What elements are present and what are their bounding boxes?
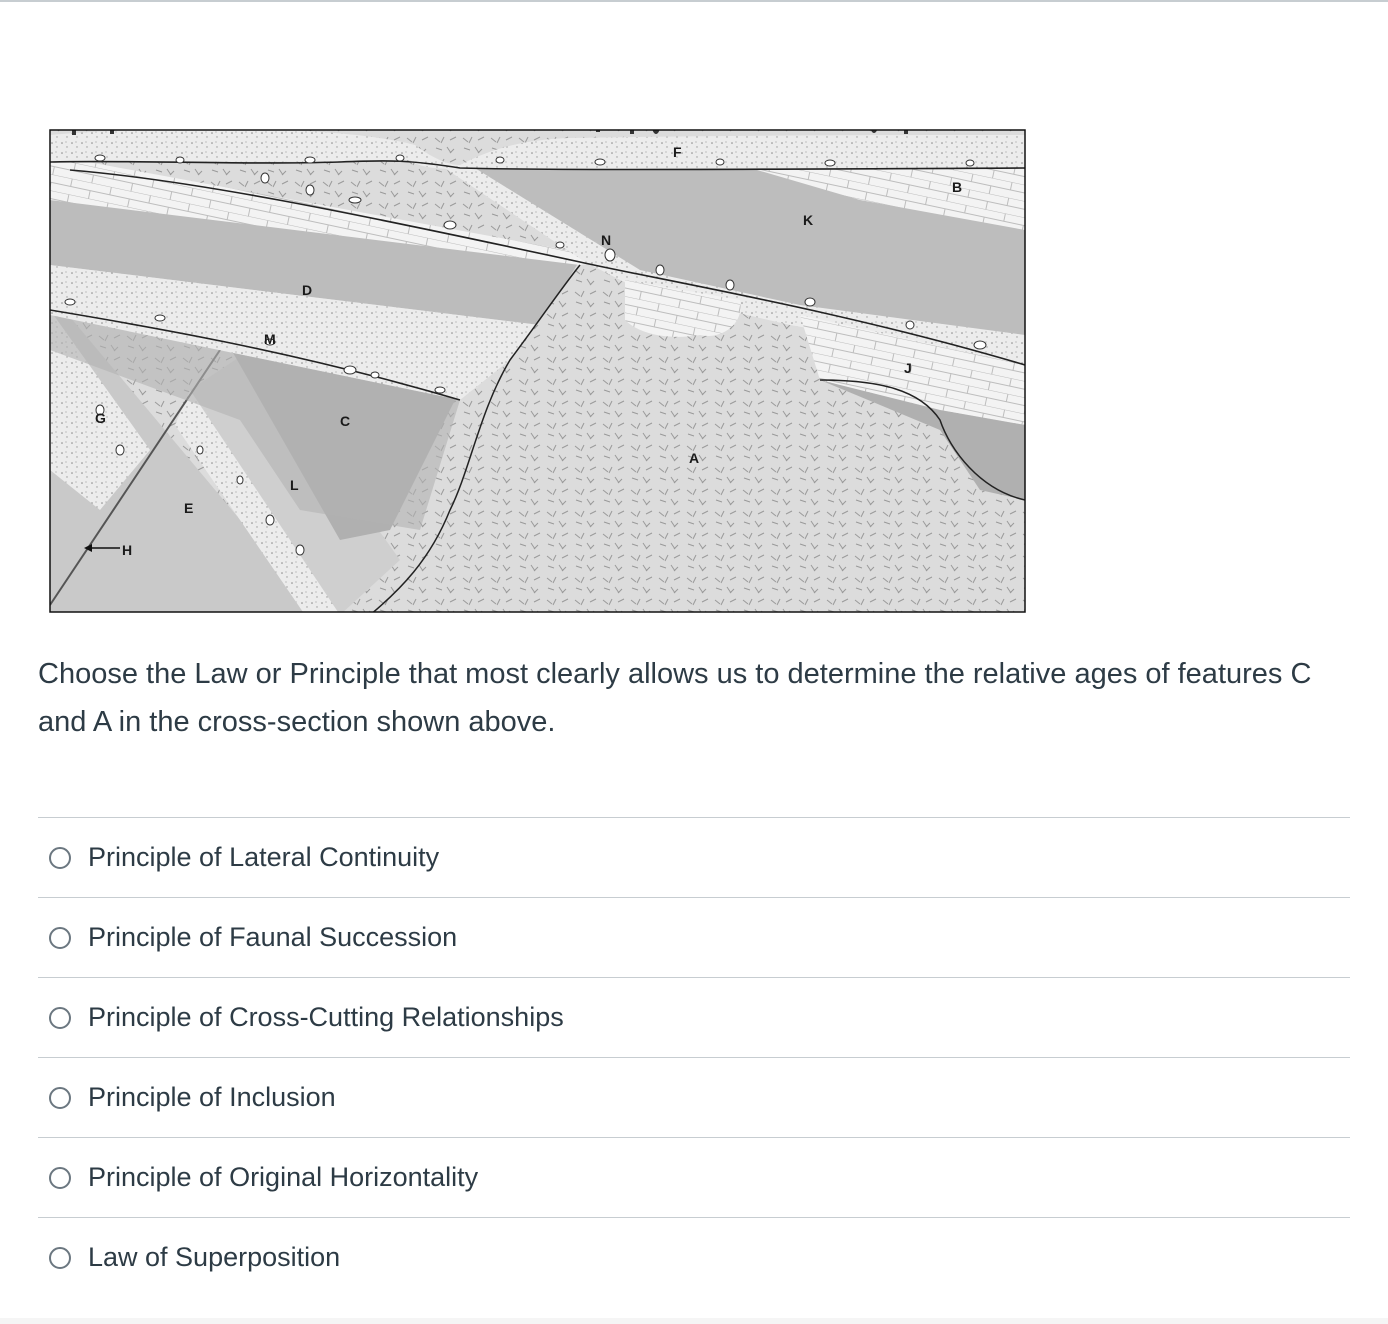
- label-j: J: [904, 360, 912, 376]
- label-g: G: [95, 410, 106, 426]
- geologic-cross-section-figure: [40, 90, 1030, 615]
- answer-option-original-horizontality[interactable]: [38, 1138, 1350, 1218]
- answer-label: Principle of Inclusion: [88, 1082, 336, 1112]
- label-n: N: [601, 232, 612, 248]
- label-a: A: [689, 450, 700, 466]
- label-e: E: [184, 500, 194, 516]
- answer-label: Law of Superposition: [88, 1242, 341, 1272]
- bottom-band: [0, 1318, 1388, 1324]
- label-c: C: [340, 413, 351, 429]
- question-text: Choose the Law or Principle that most clearly allows us to determine the relative ages of features C and A in the cross-section shown above.: [38, 658, 1312, 738]
- radio-button[interactable]: [49, 1167, 71, 1189]
- radio-button[interactable]: [49, 1087, 71, 1109]
- label-b: B: [952, 179, 963, 195]
- top-rule: [0, 0, 1388, 2]
- radio-button[interactable]: [49, 1007, 71, 1029]
- radio-button[interactable]: [49, 927, 71, 949]
- label-d: D: [302, 282, 313, 298]
- radio-button[interactable]: [49, 847, 71, 869]
- label-k: K: [803, 212, 814, 228]
- label-m: M: [264, 331, 276, 347]
- answer-label: Principle of Faunal Succession: [88, 922, 458, 952]
- answer-label: Principle of Cross-Cutting Relationships: [88, 1002, 564, 1032]
- answer-label: Principle of Lateral Continuity: [88, 842, 440, 872]
- answer-option-superposition[interactable]: [38, 1218, 1350, 1297]
- answer-option-inclusion[interactable]: [38, 1058, 1350, 1138]
- answer-option-cross-cutting[interactable]: [38, 978, 1350, 1058]
- answer-label: Principle of Original Horizontality: [88, 1162, 479, 1192]
- label-l: L: [290, 477, 299, 493]
- radio-button[interactable]: [49, 1247, 71, 1269]
- label-f: F: [673, 144, 682, 160]
- cross-section-svg: [40, 90, 1030, 615]
- answer-list: [38, 817, 1350, 1297]
- label-h: H: [122, 542, 133, 558]
- answer-option-lateral-continuity[interactable]: [38, 818, 1350, 898]
- answer-option-faunal-succession[interactable]: [38, 898, 1350, 978]
